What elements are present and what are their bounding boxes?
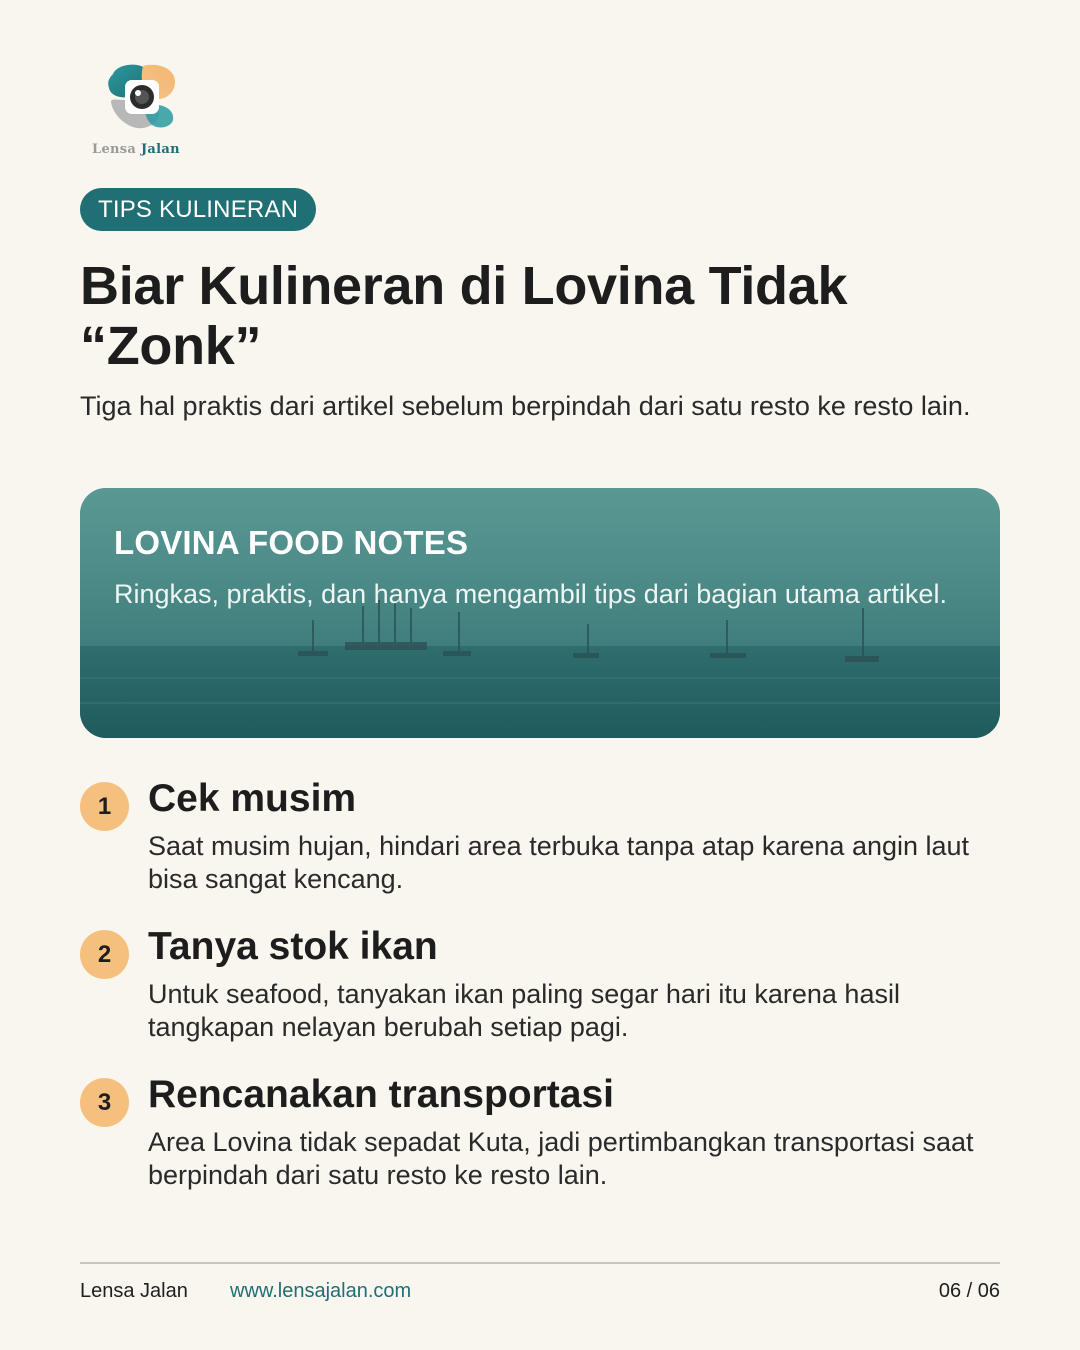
footer-website-link[interactable]: www.lensajalan.com (230, 1280, 412, 1302)
hero-card (80, 488, 1000, 738)
footer-divider (80, 1262, 1000, 1264)
tip-number-badge: 2 (80, 930, 129, 979)
tip-title: Tanya stok ikan (148, 925, 438, 968)
category-tag: TIPS KULINERAN (80, 188, 316, 231)
brand-logo (92, 62, 196, 157)
page-title (80, 256, 1000, 376)
hero-subtitle: Ringkas, praktis, dan hanya mengambil tips dari bagian utama artikel. (114, 579, 947, 609)
tip-body: Untuk seafood, tanyakan ikan paling segar hari itu karena hasil tangkapan nelayan berubah setiap pagi. (148, 979, 900, 1042)
logo-word-jalan: Jalan (140, 142, 180, 157)
footer-brand: Lensa Jalan (80, 1280, 188, 1302)
tip-title: Rencanakan transportasi (148, 1073, 615, 1116)
title-line-1: Biar Kulineran di Lovina Tidak (80, 256, 848, 316)
page-counter: 06 / 06 (938, 1280, 1000, 1302)
tip-number-badge: 1 (80, 782, 129, 831)
logo-wordmark (92, 142, 196, 157)
tip-number-badge: 3 (80, 1078, 129, 1127)
page-subtitle: Tiga hal praktis dari artikel sebelum berpindah dari satu resto ke resto lain. (80, 391, 971, 421)
tip-body: Saat musim hujan, hindari area terbuka tanpa atap karena angin laut bisa sangat kencang. (148, 831, 970, 894)
camera-lens-icon (107, 62, 177, 132)
tip-body: Area Lovina tidak sepadat Kuta, jadi pertimbangkan transportasi saat berpindah dari satu resto ke resto lain. (148, 1127, 974, 1190)
logo-word-lensa: Lensa (92, 142, 137, 157)
title-line-2: “Zonk” (80, 316, 262, 376)
hero-title: LOVINA FOOD NOTES (114, 524, 469, 561)
tip-title: Cek musim (148, 777, 357, 820)
